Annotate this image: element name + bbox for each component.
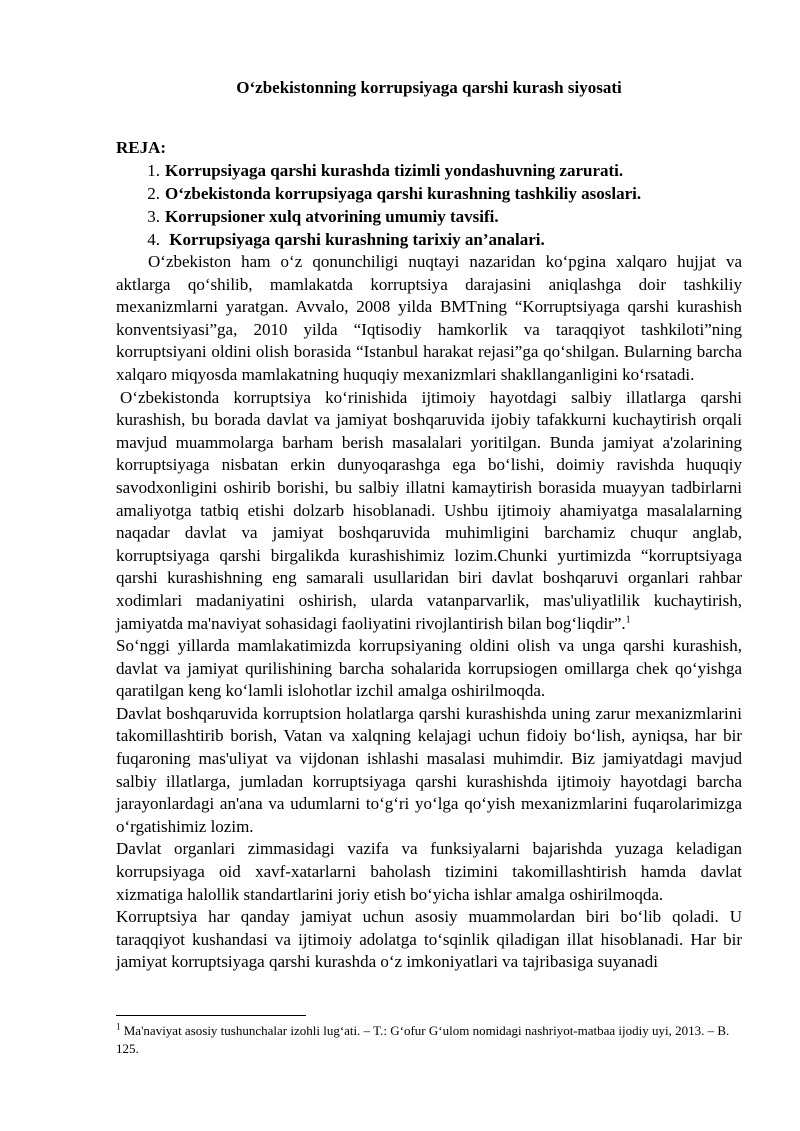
body-paragraph: O‘zbekiston ham o‘z qonunchiligi nuqtayi nazaridan ko‘pgina xalqaro hujjat va aktlarga qo‘shilib, mamlakatda korruptsiya darajasini aniqlashga doir tashkiliy mexanizmlarni yaratgan. Avvalo, 2008 yilda BMTning “Korruptsiyaga qarshi kurashish konventsiyasi”ga, 2010 yilda “Iqtisodiy hamkorlik va taraqqiyot tashkiloti”ning korruptsiyani oldini olish borasida “Istanbul harakat rejasi”ga qo‘shilgan. Bularning barcha xalqaro miqyosda mamlakatning huquqiy mexanizmlari shakllanganligini ko‘rsatadi. <box>116 252 742 384</box>
plan-item-text: Korrupsioner xulq atvorining umumiy tavsifi. <box>165 207 499 226</box>
body-paragraph: Davlat boshqaruvida korruptsion holatlarga qarshi kurashishda uning zarur mexanizmlarini takomillashtirib borish, Vatan va xalqning kelajagi uchun fidoiy bo‘lish, ayniqsa, har bir fuqaroning mas'uliyat va vijdonan ishlashi masalasi muhimdir. Biz jamiyatdagi mavjud salbiy illatlarga, jumladan korruptsiyaga qarshi kurashishda ijtimoiy hayotdagi barcha jarayonlardagi an'ana va udumlarni to‘g‘ri yo‘lga qo‘yish mexanizmlarini fuqarolarimizga o‘rgatishimiz lozim. <box>116 703 742 836</box>
plan-heading: REJA: <box>116 138 167 157</box>
body-paragraph: Korruptsiya har qanday jamiyat uchun asosiy muammolardan biri bo‘lib qoladi. U taraqqiyot kushandasi va ijtimoiy adolatga to‘sqinlik qiladigan illat hisoblanadi. Har bir jamiyat korruptsiyaga qarshi kurashda o‘z imkoniyatlari va tajribasiga suyanadi <box>116 907 742 972</box>
plan-item-text: Korrupsiyaga qarshi kurashda tizimli yondashuvning zarurati. <box>165 161 624 180</box>
plan-item-text: O‘zbekistonda korrupsiyaga qarshi kurashning tashkiliy asoslari. <box>165 184 642 203</box>
plan-item-text: Korrupsiyaga qarshi kurashning tarixiy an’analari. <box>165 230 545 249</box>
footnote-separator <box>116 1015 306 1016</box>
footnote-reference[interactable]: 1 <box>625 613 631 625</box>
plan-item-number: 2. <box>147 184 160 203</box>
plan-list <box>116 159 742 251</box>
body-paragraph: Davlat organlari zimmasidagi vazifa va funksiyalarni bajarishda yuzaga keladigan korrupsiyaga oid xavf-xatarlarni baholash tizimini takomillashtirish hamda davlat xizmatiga halollik standartlarini joriy etish bo‘yicha ishlar amalga oshirilmoqda. <box>116 839 742 904</box>
footnote <box>116 1022 742 1058</box>
plan-item <box>116 159 742 182</box>
body-paragraph <box>116 387 742 636</box>
footnote-mark: 1 <box>116 1021 121 1032</box>
document-title: O‘zbekistonning korrupsiyaga qarshi kurash siyosati <box>236 78 622 97</box>
plan-item-number: 1. <box>147 161 160 180</box>
plan-item <box>116 182 742 205</box>
body-paragraph: So‘nggi yillarda mamlakatimizda korrupsiyaning oldini olish va unga qarshi kurashish, davlat va jamiyat qurilishining barcha sohalarida korrupsiogen omillarga chek qo‘yishga qaratilgan keng ko‘lamli islohotlar izchil amalga oshirilmoqda. <box>116 636 742 701</box>
footnote-text: Ma'naviyat asosiy tushunchalar izohli lug‘ati. – T.: G‘ofur G‘ulom nomidagi nashriyot-matbaa ijodiy uyi, 2013. – B. 125. <box>116 1023 730 1056</box>
plan-item-number: 4. <box>147 230 160 249</box>
document-body <box>116 251 742 974</box>
plan-item-number: 3. <box>147 207 160 226</box>
plan-item <box>116 205 742 228</box>
body-paragraph-text: O‘zbekistonda korruptsiya ko‘rinishida ijtimoiy hayotdagi salbiy illatlarga qarshi kurashish, bu borada davlat va jamiyat boshqaruvida ijobiy tafakkurni kuchaytirish orqali mavjud muammolarga barham berish masalalari yoritilgan. Bunda jamiyat a'zolarining korruptsiyaga nisbatan erkin dunyoqarashga ega bo‘lishi, doimiy ravishda huquqiy savodxonligini oshirib borishi, bu salbiy illatni kamaytirish borasida muayyan tadbirlarni amaliyotga tatbiq etishi dolzarb hisoblanadi. Ushbu ijtimoiy ahamiyatga masalalarning naqadar davlat va jamiyat boshqaruvida muhimligini barchamiz chuqur anglab, korruptsiyaga qarshi birgalikda kurashishimiz lozim.Chunki yurtimizda “korruptsiyaga qarshi kurashishning eng samarali usullaridan biri davlat boshqaruvi organlari rahbar xodimlari madaniyatini oshirish, ularda vatanparvarlik, mas'uliyatlilik kuchaytirish, jamiyatda ma'naviyat sohasidagi faoliyatini rivojlantirish bilan bog‘liqdir”. <box>116 387 742 633</box>
plan-item <box>116 228 742 251</box>
